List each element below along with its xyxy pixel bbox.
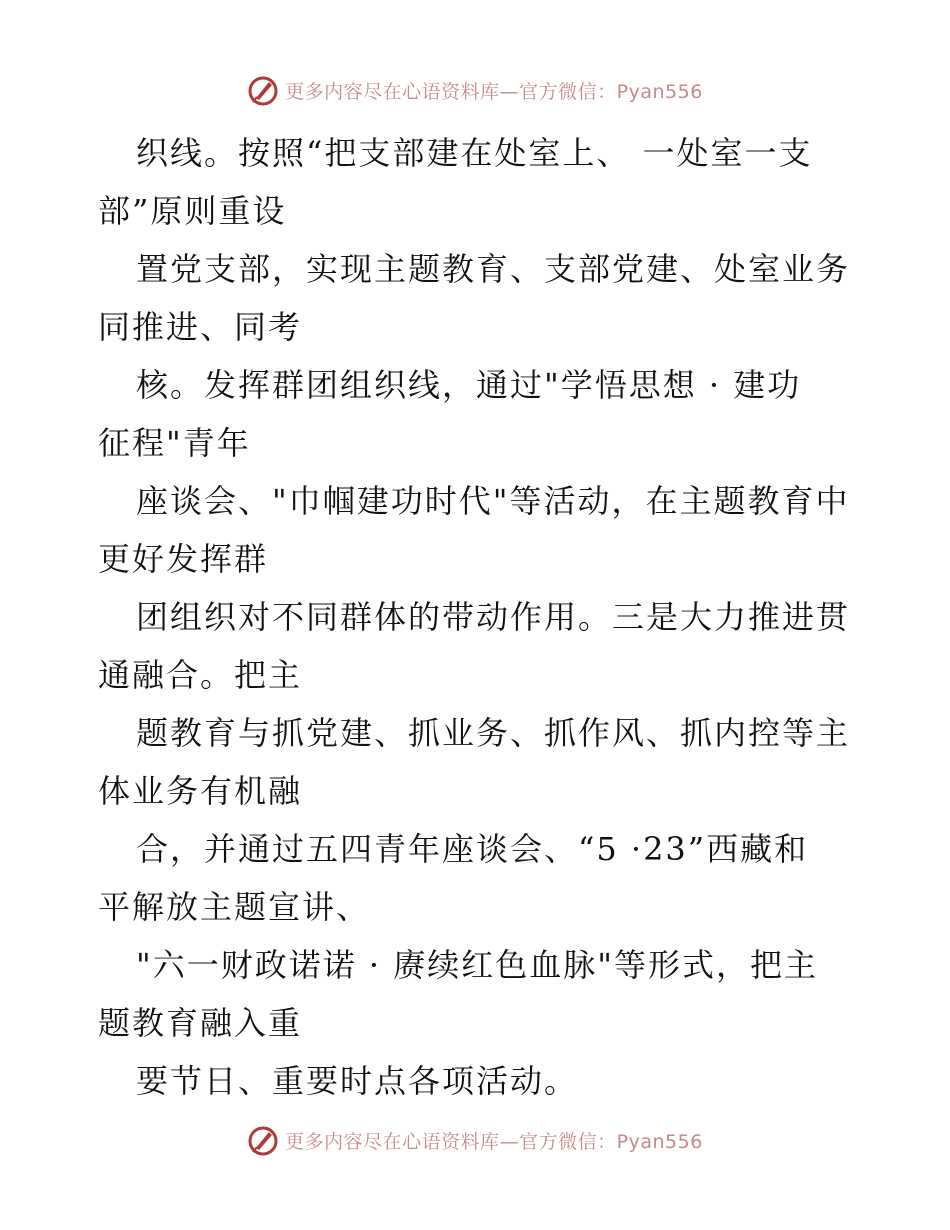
text-line: "六一财政诺诺 · 赓续红色血脉"等形式，把主 [136, 946, 818, 984]
text-line: 合，并通过五四青年座谈会、“5 ·23”西藏和 [136, 830, 809, 868]
text-line: 置党支部，实现主题教育、支部党建、处室业务 [136, 250, 851, 288]
text-line: 题教育融入重 [98, 1004, 303, 1042]
text-line: 征程"青年 [98, 424, 251, 462]
text-line: 要节日、重要时点各项活动。 [136, 1062, 579, 1100]
watermark-label: 更多内容尽在心语资料库—官方微信： [285, 1130, 617, 1153]
text-line: 核。发挥群团组织线，通过"学悟思想 · 建功 [136, 366, 802, 404]
text-line: 部”原则重设 [98, 192, 287, 230]
header-watermark [0, 70, 950, 110]
quill-logo-icon [247, 1124, 279, 1156]
watermark-label: 更多内容尽在心语资料库—官方微信： [285, 80, 617, 103]
text-line: 体业务有机融 [98, 772, 303, 810]
text-line: 团组织对不同群体的带动作用。三是大力推进贯 [136, 598, 851, 636]
text-line: 座谈会、"巾帼建功时代"等活动，在主题教育中 [136, 482, 850, 520]
text-line: 织线。按照“把支部建在处室上、 一处室一支 [136, 134, 813, 172]
text-line: 通融合。把主 [98, 656, 303, 694]
watermark-text [285, 77, 703, 104]
text-line: 题教育与抓党建、抓业务、抓作风、抓内控等主 [136, 714, 851, 752]
document-body [98, 124, 858, 1110]
quill-logo-icon [247, 74, 279, 106]
footer-watermark [0, 1120, 950, 1160]
text-line: 平解放主题宣讲、 [98, 888, 371, 926]
watermark-wechat-id: Pyan556 [616, 1130, 703, 1153]
watermark-text [285, 1127, 703, 1154]
text-line: 同推进、同考 [98, 308, 303, 346]
text-line: 更好发挥群 [98, 540, 269, 578]
watermark-wechat-id: Pyan556 [616, 80, 703, 103]
